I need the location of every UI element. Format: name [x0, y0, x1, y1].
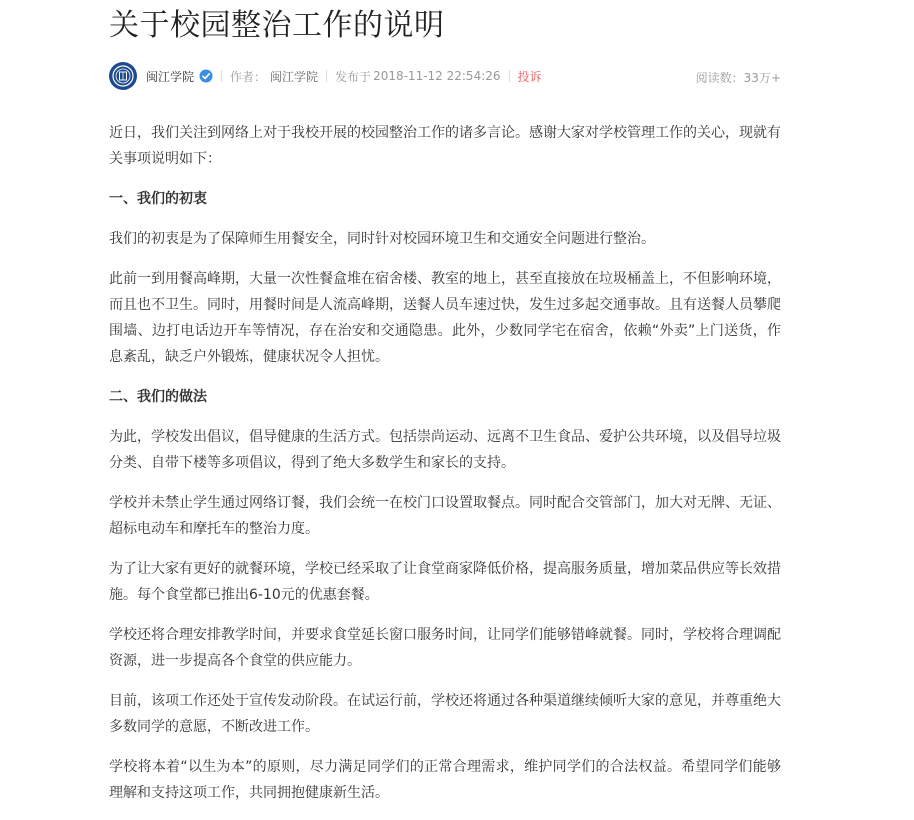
paragraph: 此前一到用餐高峰期，大量一次性餐盒堆在宿舍楼、教室的地上，甚至直接放在垃圾桶盖上，不但影响环境，而且也不卫生。同时，用餐时间是人流高峰期，送餐人员车速过快，发生过多起交通事故。且有送餐人员攀爬围墙、边打电话边开车等情况，存在治安和交通隐患。此外，少数同学宅在宿舍，依赖“外卖”上门送货，作息紊乱，缺乏户外锻炼，健康状况令人担忧。 [109, 271, 781, 365]
article [109, 0, 781, 820]
paragraph: 学校并未禁止学生通过网络订餐，我们会统一在校门口设置取餐点。同时配合交管部门，加大对无牌、无证、超标电动车和摩托车的整治力度。 [109, 495, 781, 537]
meta-divider [326, 70, 327, 82]
paragraph: 目前，该项工作还处于宣传发动阶段。在试运行前，学校还将通过各种渠道继续倾听大家的意见，并尊重绝大多数同学的意愿，不断改进工作。 [109, 693, 781, 735]
intro-paragraph: 近日，我们关注到网络上对于我校开展的校园整治工作的诸多言论。感谢大家对学校管理工作的关心，现就有关事项说明如下： [109, 125, 781, 167]
section-heading: 一、我们的初衷 [109, 191, 207, 207]
meta-divider [509, 70, 510, 82]
author-label: 作者： [230, 69, 267, 84]
report-link[interactable]: 投诉 [517, 69, 542, 84]
author-value: 闽江学院 [270, 69, 319, 84]
section-heading: 二、我们的做法 [109, 389, 207, 405]
publish-time: 2018-11-12 22:54:26 [373, 69, 501, 83]
paragraph: 我们的初衷是为了保障师生用餐安全，同时针对校园环境卫生和交通安全问题进行整治。 [109, 231, 655, 247]
publish-label: 发布于 [335, 69, 372, 84]
paragraph: 学校还将合理安排教学时间，并要求食堂延长窗口服务时间，让同学们能够错峰就餐。同时，学校将合理调配资源，进一步提高各个食堂的供应能力。 [109, 627, 781, 669]
article-content [109, 120, 781, 806]
article-meta [109, 60, 781, 92]
paragraph: 学校将本着“以生为本”的原则，尽力满足同学们的正常合理需求，维护同学们的合法权益。希望同学们能够理解和支持这项工作，共同拥抱健康新生活。 [109, 759, 781, 801]
avatar[interactable] [109, 62, 137, 90]
read-count-value: 33万+ [743, 71, 781, 85]
verified-icon [199, 69, 213, 83]
article-title: 关于校园整治工作的说明 [109, 8, 445, 43]
read-count-label: 阅读数： [695, 71, 744, 85]
read-count [696, 69, 781, 86]
paragraph: 为此，学校发出倡议，倡导健康的生活方式。包括崇尚运动、远离不卫生食品、爱护公共环境，以及倡导垃圾分类、自带下楼等多项倡议，得到了绝大多数学生和家长的支持。 [109, 429, 781, 471]
university-seal-icon [112, 65, 134, 87]
meta-divider [221, 70, 222, 82]
account-name-link[interactable]: 闽江学院 [146, 69, 195, 84]
paragraph: 为了让大家有更好的就餐环境，学校已经采取了让食堂商家降低价格，提高服务质量，增加菜品供应等长效措施。每个食堂都已推出6-10元的优惠套餐。 [109, 561, 781, 603]
